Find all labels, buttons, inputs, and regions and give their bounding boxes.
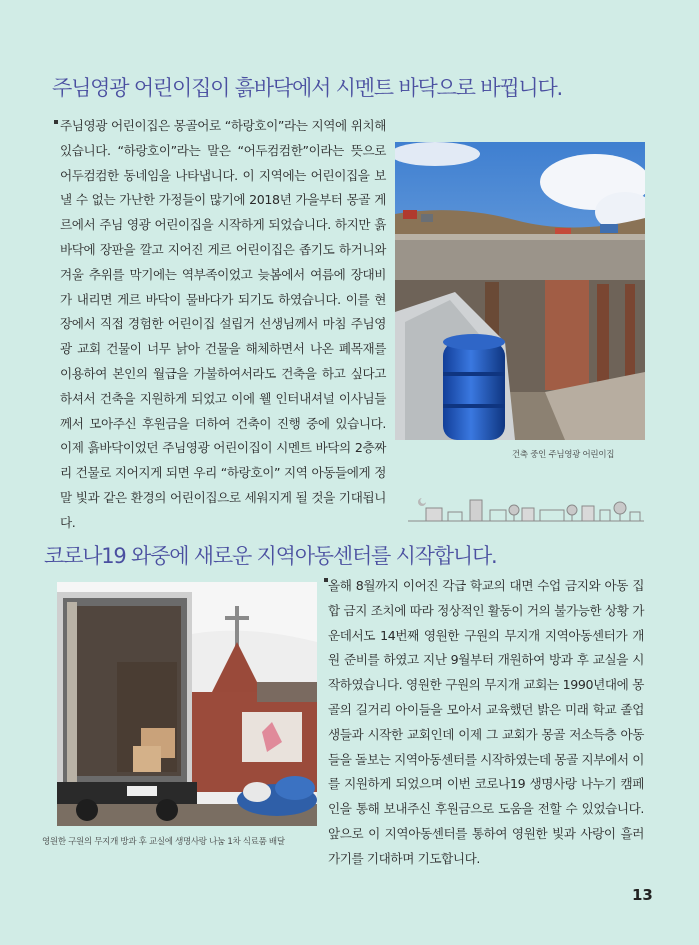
section1-title: 주님영광 어린이집이 흙바닥에서 시멘트 바닥으로 바뀝니다.: [52, 76, 562, 100]
food-delivery-photo-caption: 영원한 구원의 무지개 방과 후 교실에 생명사랑 나눔 1차 식료품 배달: [42, 837, 285, 847]
food-delivery-photo: [57, 582, 317, 826]
section2-body: 올해 8월까지 이어진 각급 학교의 대면 수업 금지와 아동 집합 금지 조치에 따라 정상적인 활동이 거의 불가능한 상황 가운데서도 14번째 영원한 구원의 무지개 지역아동센터가 개원 준비를 하였고 지난 9월부터 개원하여 방과 후 교실을 시작하였습니다. 영원한 구원의 무지개 교회는 1990년대에 몽골의 길거리 아이들을 모아서 교육했던 밝은 미래 학교 졸업생들과 시작한 교회인데 이제 그 교회가 몽골 저소득층 아동들을 돌보는 지역아동센터를 시작하였는데 몽골 지부에서 이를 지원하게 되었으며 이번 코로나19 생명사랑 나누기 캠페인을 통해 보내주신 후원금으로 도움을 전할 수 있었습니다. 앞으로 이 지역아동센터를 통하여 영원한 빛과 사랑이 흘러가기를 기대하며 기도합니다.: [328, 578, 644, 866]
paragraph-marker: [54, 120, 58, 124]
page-number: 13: [632, 886, 653, 904]
town-skyline-decoration: [408, 494, 644, 524]
construction-photo-caption: 건축 중인 주님영광 어린이집: [512, 450, 615, 460]
section1-body: 주님영광 어린이집은 몽골어로 “하랑호이”라는 지역에 위치해 있습니다. “하랑호이”라는 말은 “어두컴컴한”이라는 뜻으로 어두컴컴한 동네임을 나타냅니다. 이 지역에는 어린이집을 보낼 수 없는 가난한 가정들이 많기에 2018년 가을부터 몽골 게르에서 주님 영광 어린이집을 시작하게 되었습니다. 하지만 흙바닥에 장판을 깔고 지어진 게르 어린이집은 좁기도 하거니와 겨울 추위를 막기에는 역부족이었고 늦봄에서 여름에 장대비가 내리면 게르 바닥이 물바다가 되기도 하였습니다. 이를 현장에서 직접 경험한 어린이집 설립거 선생님께서 마침 주님영광 교회 건물이 너무 낡아 건물을 해체하면서 나온 폐목재를 이용하여 본인의 월급을 가불하여서라도 건축을 하고 싶다고 하셔서 건축을 지원하게 되었고 이에 웰 인터내셔널 이사님들께서 모아주신 후원금을 더하여 건축이 진행 중에 있습니다. 이제 흙바닥이었던 주님영광 어린이집이 시멘트 바닥의 2층짜리 건물로 지어지게 되면 우리 “하랑호이” 지역 아동들에게 정말 빛과 같은 환경의 어린이집으로 세워지게 될 것을 기대됩니다.: [60, 118, 386, 530]
section2-title: 코로나19 와중에 새로운 지역아동센터를 시작합니다.: [44, 544, 497, 568]
construction-photo: [395, 142, 645, 440]
